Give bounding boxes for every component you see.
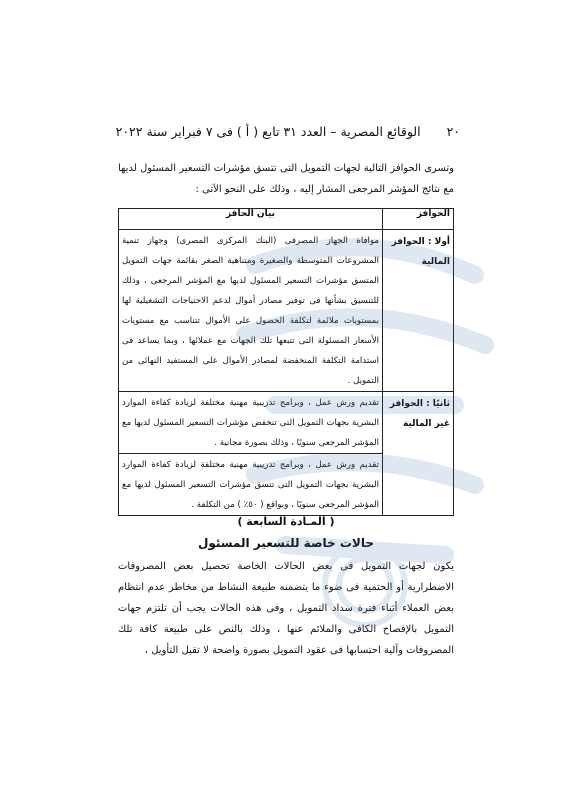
- incentive-cell: أولا : الحوافز المالية: [383, 230, 454, 392]
- intro-paragraph: وتسرى الحوافز التالية لجهات التمويل التى تتسق مؤشرات التسعير المسئول لديها مع نتائج المؤشر المرجعى المشار إليه ، وذلك على النحو الآتى :: [118, 163, 454, 195]
- gazette-issue-title: الوقائع المصرية – العدد ٣١ تابع ( أ ) فى ٧ فبراير سنة ٢٠٢٢: [115, 124, 421, 139]
- statement-column-header: بيان الحافز: [119, 209, 383, 230]
- incentive-cell: ثانيًا : الحوافز غير المالية: [383, 392, 454, 516]
- statement-cell: تقديم ورش عمل ، وبرامج تدريبية مهنية مختلفة لزيادة كفاءة الموارد البشرية بجهات التمويل التى تنخفض مؤشرات التسعير المسئول لديها مع المؤشر المرجعى سنويًا ، وذلك بصورة مجانية .: [119, 392, 383, 454]
- page-header: [115, 124, 460, 139]
- article-heading: ( المـادة السابعة ): [237, 515, 335, 528]
- page-number: ٢٠: [446, 124, 460, 139]
- table-row: [119, 230, 454, 392]
- statement-cell: موافاة الجهاز المصرفى (البنك المركزى المصرى) وجهاز تنمية المشروعات المتوسطة والصغيرة ومتناهية الصغر بقائمة جهات التمويل المتسق مؤشرات التسعير المسئول لديها مع المؤشر المرجعى ، وذلك للتنسيق بشأنها فى توفير مصادر أموال لدعم الاحتياجات التشغيلية لها بمستويات ملائمة لتكلفة الحصول على الأموال تتناسب مع مستويات الأسعار المسئولة التى تتبعها تلك الجهات مع عملائها ، وبما يساعد فى استدامة التكلفة المنخفضة لمصادر الأموال على المستفيد النهائى من التمويل .: [119, 230, 383, 392]
- incentives-table: [118, 208, 454, 516]
- body-paragraph: يكون لجهات التمويل فى بعض الحالات الخاصة تحصيل بعض المصروفات الاضطرارية أو الحتمية فى ضوء ما يتضمنه طبيعة النشاط من مخاطر عدم انتظام بعض العملاء أثناء فترة سداد التمويل ، وفى هذه الحالات يجب أن تلتزم جهات التمويل بالإفصاح الكافى والملائم عنها ، وذلك بالنص على طبيعة كافة تلك المصروفات وآلية احتسابها فى عقود التمويل بصورة واضحة لا تقبل التأويل ،: [118, 561, 454, 656]
- section-title: حالات خاصة للتسعير المسئول: [197, 536, 375, 550]
- incentive-column-header: الحوافز: [383, 209, 454, 230]
- table-header-row: [119, 209, 454, 230]
- statement-cell: تقديم ورش عمل ، وبرامج تدريبية مهنية مختلفة لزيادة كفاءة الموارد البشرية بجهات التمويل التى تتسق مؤشرات التسعير المسئول لديها مع المؤشر المرجعى سنويًا ، وبواقع ( ٥٠٪ ) من التكلفة .: [119, 454, 383, 516]
- table-row: [119, 392, 454, 454]
